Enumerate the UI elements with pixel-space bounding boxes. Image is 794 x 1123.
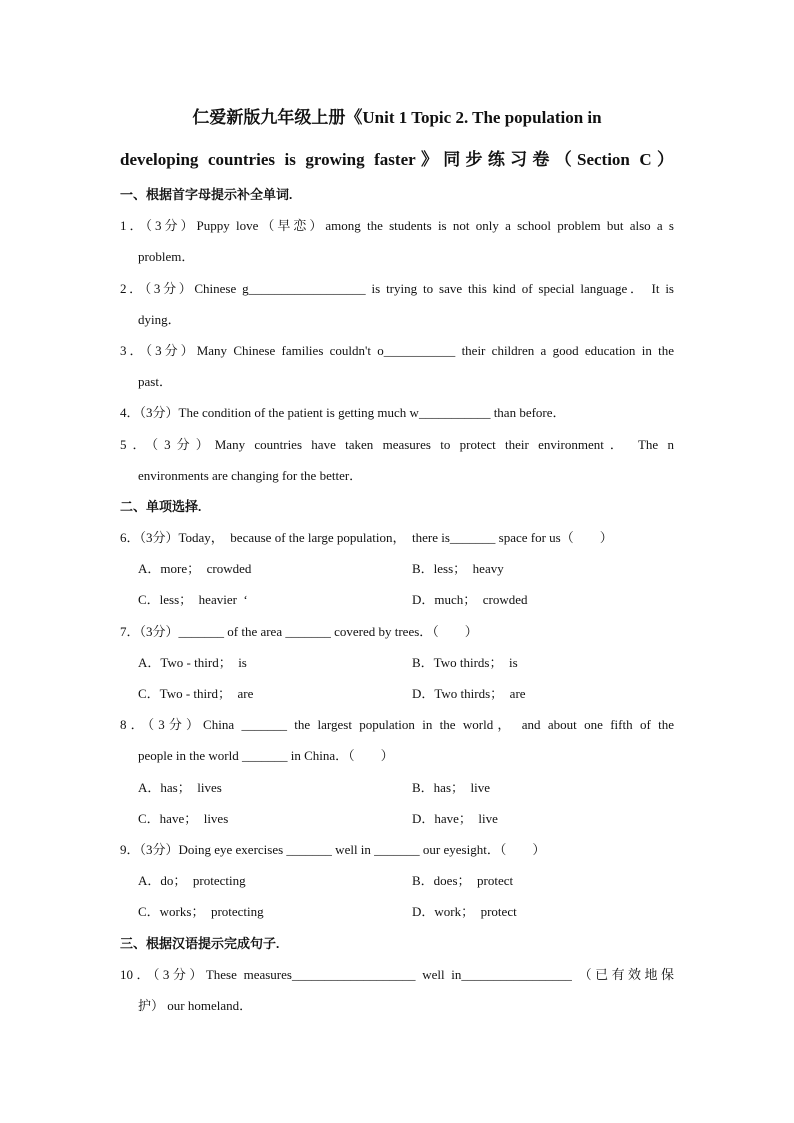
option-b: B．has； live — [412, 779, 490, 795]
option-row — [120, 584, 674, 615]
option-b: B．less； heavy — [412, 561, 504, 577]
option-row — [120, 772, 674, 803]
option-a: A．has； lives — [138, 779, 222, 795]
question-line: environments are changing for the better． — [138, 467, 363, 483]
option-row — [120, 678, 674, 709]
question-line: 1．（3分）Puppy love（早恋）among the students is not only a school problem but also a s — [120, 218, 674, 234]
question-line: dying． — [138, 311, 181, 327]
option-b: B．does； protect — [412, 873, 514, 889]
option-a: A．more； crowded — [138, 561, 252, 577]
question-3 — [120, 335, 674, 397]
option-row — [120, 865, 674, 896]
question-4 — [120, 397, 674, 428]
option-c: C．Two - third； are — [138, 686, 254, 701]
question-8 — [120, 709, 674, 834]
question-line: 9．（3分）Doing eye exercises _______ well in _______ our eyesight．（ ） — [120, 841, 546, 857]
page-title — [120, 97, 674, 181]
question-1 — [120, 210, 674, 272]
question-2 — [120, 273, 674, 335]
section-heading-1: 一、根据首字母提示补全单词. — [120, 187, 293, 202]
question-line: 5．（3分）Many countries have taken measures to protect their environment． The n — [120, 436, 674, 452]
question-line: past． — [138, 374, 172, 390]
option-row — [120, 553, 674, 584]
section-heading-2: 二、单项选择. — [120, 498, 202, 514]
question-line: 6．（3分）Today， because of the large population， there is_______ space for us（ ） — [120, 530, 613, 546]
option-c: C．less； heavier ‘ — [138, 592, 248, 608]
option-d: D．work； protect — [412, 904, 517, 920]
option-row — [120, 647, 674, 678]
option-b: B．Two thirds； is — [412, 654, 518, 670]
question-5 — [120, 429, 674, 491]
question-line: 4．（3分）The condition of the patient is getting much w___________ than before． — [120, 405, 566, 421]
option-a: A．do； protecting — [138, 873, 246, 889]
option-c: C．have； lives — [138, 810, 229, 826]
question-7 — [120, 616, 674, 710]
page-title-line-1: 仁爱新版九年级上册《Unit 1 Topic 2. The population in — [192, 108, 602, 127]
option-c: C．works； protecting — [138, 904, 264, 920]
question-line: 8．（3分）China _______ the largest population in the world， and about one fifth of the — [120, 717, 674, 733]
question-10 — [120, 959, 674, 1021]
option-d: D．have； live — [412, 810, 498, 826]
question-line: 3．（3分）Many Chinese families couldn't o___________ their children a good education in the — [120, 342, 674, 358]
option-row — [120, 896, 674, 927]
question-line: 护） our homeland． — [138, 997, 253, 1013]
option-a: A．Two - third； is — [138, 654, 247, 670]
question-6 — [120, 522, 674, 616]
question-line: 7．（3分）_______ of the area _______ covered by trees．（ ） — [120, 623, 478, 639]
option-d: D．Two thirds； are — [412, 686, 526, 701]
option-row — [120, 803, 674, 834]
option-d: D．much； crowded — [412, 592, 528, 608]
section-heading-3: 三、根据汉语提示完成句子. — [120, 935, 280, 951]
worksheet-content — [120, 97, 674, 1021]
page-title-line-2: developing countries is growing faster》同步练习卷（Section C） — [120, 150, 674, 169]
question-line: people in the world _______ in China．（ ） — [138, 748, 394, 764]
question-9 — [120, 834, 674, 928]
question-line: problem． — [138, 249, 195, 265]
question-line: 10．（3分）These measures___________________ well in_________________ （已有效地保 — [120, 966, 674, 982]
question-line: 2．（3分）Chinese g__________________ is trying to save this kind of special language． It is — [120, 280, 674, 296]
